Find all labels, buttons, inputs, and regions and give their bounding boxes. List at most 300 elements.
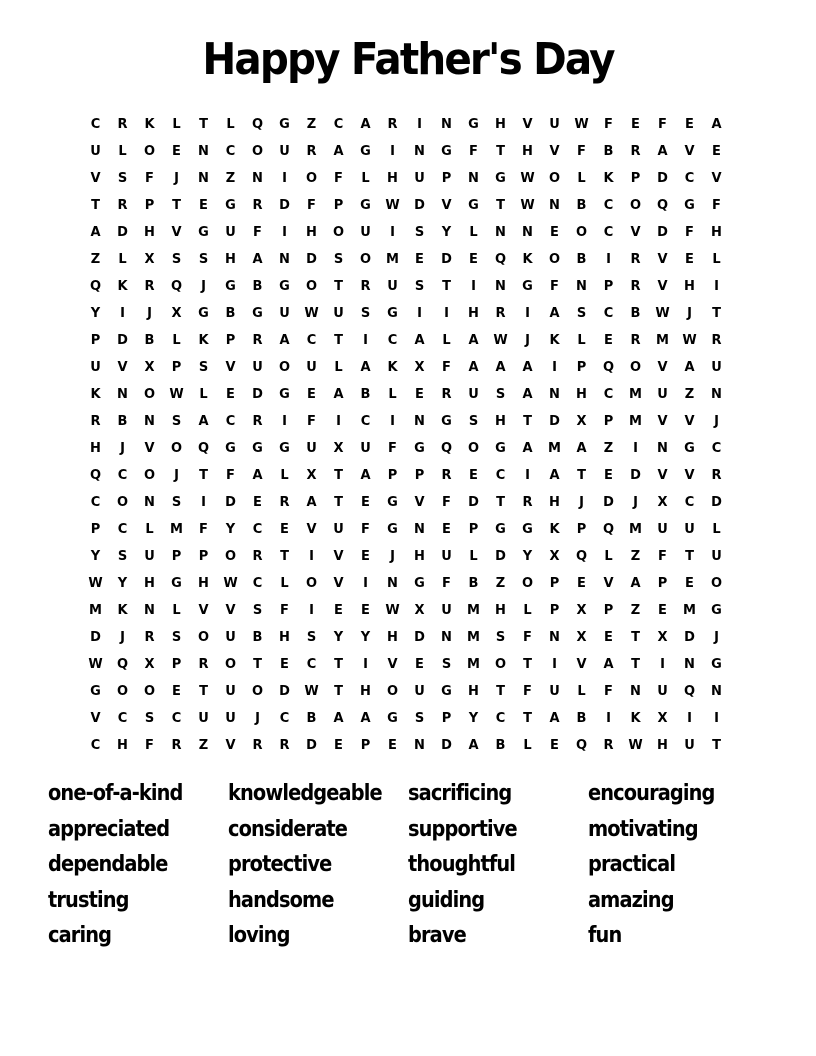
- grid-letter: R: [144, 630, 155, 645]
- grid-letter: H: [279, 630, 290, 645]
- grid-letter: C: [495, 468, 506, 483]
- grid-letter: L: [118, 252, 127, 267]
- grid-letter: C: [603, 306, 614, 321]
- grid-letter: U: [441, 549, 452, 564]
- grid-letter: M: [629, 414, 642, 429]
- grid-letter: X: [414, 603, 425, 618]
- grid-letter: R: [387, 117, 398, 132]
- grid-letter: T: [631, 630, 640, 645]
- grid-letter: G: [279, 387, 290, 402]
- grid-letter: X: [576, 630, 587, 645]
- grid-letter: B: [630, 306, 641, 321]
- grid-letter: M: [89, 603, 102, 618]
- grid-letter: S: [171, 495, 182, 510]
- grid-letter: W: [385, 198, 400, 213]
- grid-letter: A: [549, 306, 560, 321]
- grid-letter: P: [441, 171, 452, 186]
- grid-letter: I: [282, 414, 287, 429]
- grid-letter: C: [360, 414, 371, 429]
- grid-letter: N: [522, 225, 533, 240]
- grid-letter: T: [334, 468, 343, 483]
- grid-letter: O: [494, 657, 507, 672]
- grid-letter: B: [360, 387, 371, 402]
- grid-letter: E: [712, 144, 721, 159]
- grid-letter: P: [441, 711, 452, 726]
- grid-letter: Y: [522, 549, 533, 564]
- grid-letter: K: [630, 711, 641, 726]
- grid-letter: Z: [90, 252, 101, 267]
- grid-letter: W: [628, 738, 643, 753]
- grid-letter: E: [280, 657, 289, 672]
- grid-letter: L: [172, 117, 181, 132]
- grid-letter: A: [252, 252, 263, 267]
- grid-letter: E: [334, 603, 343, 618]
- grid-letter: C: [387, 333, 398, 348]
- grid-letter: E: [307, 387, 316, 402]
- word-list-item: amazing: [588, 887, 674, 913]
- grid-letter: R: [630, 252, 641, 267]
- grid-letter: N: [441, 630, 452, 645]
- grid-letter: N: [549, 198, 560, 213]
- grid-letter: C: [90, 738, 101, 753]
- grid-letter: I: [390, 225, 395, 240]
- grid-letter: G: [387, 306, 398, 321]
- grid-letter: A: [576, 441, 587, 456]
- grid-letter: U: [144, 549, 155, 564]
- grid-letter: T: [523, 414, 532, 429]
- grid-letter: P: [603, 414, 614, 429]
- grid-letter: J: [714, 414, 719, 429]
- grid-letter: Z: [495, 576, 506, 591]
- grid-letter: I: [390, 144, 395, 159]
- grid-letter: V: [603, 576, 614, 591]
- grid-letter: F: [604, 117, 613, 132]
- grid-letter: D: [630, 468, 641, 483]
- grid-letter: N: [414, 522, 425, 537]
- grid-letter: H: [684, 279, 695, 294]
- grid-letter: D: [414, 630, 425, 645]
- grid-letter: G: [468, 198, 479, 213]
- grid-letter: W: [304, 684, 319, 699]
- grid-letter: D: [657, 225, 668, 240]
- grid-letter: X: [549, 549, 560, 564]
- grid-letter: H: [306, 225, 317, 240]
- grid-letter: L: [145, 522, 154, 537]
- grid-letter: S: [144, 711, 155, 726]
- grid-letter: E: [172, 684, 181, 699]
- grid-letter: I: [525, 468, 530, 483]
- grid-letter: C: [603, 387, 614, 402]
- word-list-item: appreciated: [48, 816, 170, 842]
- grid-letter: Y: [225, 522, 236, 537]
- grid-letter: R: [117, 198, 128, 213]
- grid-letter: C: [684, 171, 695, 186]
- grid-letter: E: [172, 144, 181, 159]
- grid-letter: B: [225, 306, 236, 321]
- grid-letter: D: [90, 630, 101, 645]
- grid-letter: E: [415, 387, 424, 402]
- grid-letter: S: [198, 252, 209, 267]
- grid-letter: T: [496, 198, 505, 213]
- grid-letter: H: [144, 576, 155, 591]
- grid-letter: B: [468, 576, 479, 591]
- grid-letter: G: [522, 522, 533, 537]
- grid-letter: E: [361, 495, 370, 510]
- grid-letter: O: [251, 684, 264, 699]
- grid-letter: R: [603, 738, 614, 753]
- grid-letter: H: [387, 630, 398, 645]
- grid-letter: D: [684, 630, 695, 645]
- grid-letter: G: [360, 198, 371, 213]
- grid-letter: J: [174, 468, 179, 483]
- grid-letter: U: [198, 711, 209, 726]
- grid-letter: F: [577, 144, 586, 159]
- grid-letter: I: [417, 117, 422, 132]
- grid-letter: E: [658, 603, 667, 618]
- grid-letter: U: [360, 441, 371, 456]
- grid-letter: H: [198, 576, 209, 591]
- grid-letter: A: [252, 468, 263, 483]
- grid-letter: Q: [575, 549, 588, 564]
- grid-letter: O: [305, 171, 318, 186]
- grid-letter: L: [523, 738, 532, 753]
- grid-letter: J: [147, 306, 152, 321]
- word-list-item: supportive: [408, 816, 517, 842]
- grid-letter: T: [334, 657, 343, 672]
- grid-letter: T: [172, 198, 181, 213]
- grid-letter: R: [252, 549, 263, 564]
- grid-letter: I: [714, 279, 719, 294]
- grid-letter: D: [306, 738, 317, 753]
- grid-letter: Z: [684, 387, 695, 402]
- grid-letter: R: [252, 738, 263, 753]
- grid-letter: V: [684, 144, 695, 159]
- grid-letter: C: [225, 144, 236, 159]
- grid-letter: Q: [494, 252, 507, 267]
- grid-letter: R: [252, 198, 263, 213]
- grid-letter: N: [495, 225, 506, 240]
- grid-letter: D: [279, 684, 290, 699]
- grid-letter: P: [171, 549, 182, 564]
- grid-letter: E: [226, 387, 235, 402]
- grid-letter: L: [712, 522, 721, 537]
- grid-letter: R: [711, 468, 722, 483]
- grid-letter: Y: [441, 225, 452, 240]
- grid-letter: W: [223, 576, 238, 591]
- grid-letter: X: [144, 657, 155, 672]
- grid-letter: X: [576, 414, 587, 429]
- grid-letter: U: [90, 144, 101, 159]
- grid-letter: V: [387, 657, 398, 672]
- grid-letter: P: [387, 468, 398, 483]
- grid-letter: V: [225, 738, 236, 753]
- grid-letter: O: [548, 252, 561, 267]
- grid-letter: V: [711, 171, 722, 186]
- grid-letter: T: [334, 684, 343, 699]
- grid-letter: G: [225, 279, 236, 294]
- word-list-item: one-of-a-kind: [48, 781, 183, 806]
- grid-letter: A: [360, 468, 371, 483]
- grid-letter: Y: [117, 576, 128, 591]
- grid-letter: G: [441, 144, 452, 159]
- grid-letter: T: [280, 549, 289, 564]
- grid-letter: X: [657, 630, 668, 645]
- grid-letter: I: [417, 306, 422, 321]
- grid-letter: G: [711, 603, 722, 618]
- grid-letter: S: [252, 603, 263, 618]
- grid-letter: L: [118, 144, 127, 159]
- word-list-item: protective: [228, 852, 332, 877]
- grid-letter: Q: [251, 117, 264, 132]
- grid-letter: L: [469, 549, 478, 564]
- grid-letter: C: [279, 711, 290, 726]
- grid-letter: U: [333, 306, 344, 321]
- grid-letter: N: [144, 414, 155, 429]
- grid-letter: U: [468, 387, 479, 402]
- grid-letter: R: [630, 333, 641, 348]
- grid-letter: D: [225, 495, 236, 510]
- grid-letter: O: [305, 576, 318, 591]
- grid-letter: L: [280, 576, 289, 591]
- grid-letter: B: [576, 198, 587, 213]
- grid-letter: I: [309, 549, 314, 564]
- grid-letter: N: [657, 441, 668, 456]
- grid-letter: V: [414, 495, 425, 510]
- grid-letter: J: [120, 630, 125, 645]
- grid-letter: G: [522, 279, 533, 294]
- grid-letter: V: [657, 252, 668, 267]
- grid-letter: V: [306, 522, 317, 537]
- grid-letter: L: [442, 333, 451, 348]
- grid-letter: N: [576, 279, 587, 294]
- grid-letter: Q: [602, 522, 615, 537]
- grid-letter: J: [120, 441, 125, 456]
- grid-letter: T: [334, 279, 343, 294]
- grid-letter: K: [117, 279, 128, 294]
- grid-letter: F: [361, 522, 370, 537]
- grid-letter: W: [682, 333, 697, 348]
- grid-letter: F: [145, 738, 154, 753]
- grid-letter: C: [252, 576, 263, 591]
- word-list-item: dependable: [48, 852, 168, 877]
- grid-letter: O: [332, 225, 345, 240]
- grid-letter: F: [658, 549, 667, 564]
- grid-letter: A: [603, 657, 614, 672]
- grid-letter: R: [279, 495, 290, 510]
- grid-letter: F: [685, 225, 694, 240]
- grid-letter: O: [224, 549, 237, 564]
- grid-letter: K: [144, 117, 155, 132]
- grid-letter: U: [279, 144, 290, 159]
- grid-letter: Y: [468, 711, 479, 726]
- grid-letter: U: [711, 360, 722, 375]
- grid-letter: F: [145, 171, 154, 186]
- grid-letter: U: [441, 603, 452, 618]
- grid-letter: C: [684, 495, 695, 510]
- grid-letter: O: [143, 684, 156, 699]
- grid-letter: Z: [630, 603, 641, 618]
- grid-letter: L: [523, 603, 532, 618]
- grid-letter: A: [279, 333, 290, 348]
- grid-letter: H: [414, 549, 425, 564]
- grid-letter: T: [496, 495, 505, 510]
- grid-letter: D: [495, 549, 506, 564]
- grid-letter: W: [655, 306, 670, 321]
- grid-letter: D: [414, 198, 425, 213]
- grid-letter: F: [712, 198, 721, 213]
- grid-letter: X: [576, 603, 587, 618]
- grid-letter: D: [117, 225, 128, 240]
- grid-letter: A: [549, 711, 560, 726]
- grid-letter: N: [198, 144, 209, 159]
- grid-letter: F: [469, 144, 478, 159]
- grid-letter: K: [117, 603, 128, 618]
- grid-letter: I: [552, 360, 557, 375]
- grid-letter: O: [629, 198, 642, 213]
- grid-letter: U: [279, 306, 290, 321]
- word-list-item: motivating: [588, 816, 698, 842]
- grid-letter: I: [606, 711, 611, 726]
- grid-letter: C: [711, 441, 722, 456]
- grid-letter: V: [657, 414, 668, 429]
- grid-letter: P: [171, 360, 182, 375]
- grid-letter: O: [548, 171, 561, 186]
- grid-letter: A: [468, 738, 479, 753]
- grid-letter: I: [606, 252, 611, 267]
- word-list-item: encouraging: [588, 781, 715, 806]
- grid-letter: A: [522, 360, 533, 375]
- grid-letter: G: [279, 117, 290, 132]
- grid-letter: X: [144, 252, 155, 267]
- grid-letter: S: [198, 360, 209, 375]
- grid-letter: A: [198, 414, 209, 429]
- grid-letter: W: [574, 117, 589, 132]
- grid-letter: S: [171, 414, 182, 429]
- grid-letter: D: [117, 333, 128, 348]
- grid-letter: S: [171, 252, 182, 267]
- grid-letter: P: [225, 333, 236, 348]
- grid-letter: G: [684, 441, 695, 456]
- grid-letter: W: [88, 657, 103, 672]
- grid-letter: J: [714, 630, 719, 645]
- grid-letter: C: [171, 711, 182, 726]
- grid-letter: G: [495, 522, 506, 537]
- grid-letter: J: [687, 306, 692, 321]
- page-title: Happy Father's Day: [202, 34, 614, 85]
- grid-letter: N: [117, 387, 128, 402]
- grid-letter: U: [225, 630, 236, 645]
- grid-letter: V: [657, 279, 668, 294]
- grid-letter: O: [170, 441, 183, 456]
- grid-letter: A: [90, 225, 101, 240]
- grid-letter: G: [387, 495, 398, 510]
- grid-letter: M: [629, 522, 642, 537]
- grid-letter: I: [309, 603, 314, 618]
- grid-letter: L: [199, 387, 208, 402]
- grid-letter: P: [90, 333, 101, 348]
- grid-letter: C: [117, 522, 128, 537]
- grid-letter: F: [523, 684, 532, 699]
- grid-letter: Q: [440, 441, 453, 456]
- grid-letter: H: [90, 441, 101, 456]
- grid-letter: S: [468, 414, 479, 429]
- grid-letter: N: [414, 738, 425, 753]
- grid-letter: S: [333, 252, 344, 267]
- grid-letter: N: [549, 387, 560, 402]
- grid-letter: I: [633, 441, 638, 456]
- grid-letter: T: [199, 468, 208, 483]
- grid-letter: P: [144, 198, 155, 213]
- grid-letter: X: [144, 360, 155, 375]
- grid-letter: T: [442, 279, 451, 294]
- grid-letter: K: [198, 333, 209, 348]
- grid-letter: J: [579, 495, 584, 510]
- grid-letter: V: [441, 198, 452, 213]
- grid-letter: F: [523, 630, 532, 645]
- grid-letter: J: [525, 333, 530, 348]
- grid-letter: I: [363, 576, 368, 591]
- grid-letter: G: [711, 657, 722, 672]
- grid-letter: M: [386, 252, 399, 267]
- grid-letter: H: [495, 117, 506, 132]
- grid-letter: W: [169, 387, 184, 402]
- grid-letter: A: [630, 576, 641, 591]
- grid-letter: U: [414, 171, 425, 186]
- grid-letter: U: [684, 522, 695, 537]
- grid-letter: H: [144, 225, 155, 240]
- grid-letter: T: [334, 333, 343, 348]
- grid-letter: G: [495, 441, 506, 456]
- grid-letter: L: [280, 468, 289, 483]
- grid-letter: C: [117, 711, 128, 726]
- grid-letter: N: [252, 171, 263, 186]
- grid-letter: H: [360, 684, 371, 699]
- grid-letter: N: [711, 684, 722, 699]
- grid-letter: L: [388, 387, 397, 402]
- grid-letter: H: [495, 414, 506, 429]
- grid-letter: E: [334, 738, 343, 753]
- grid-letter: I: [390, 414, 395, 429]
- grid-letter: S: [360, 306, 371, 321]
- grid-letter: P: [603, 603, 614, 618]
- grid-letter: O: [467, 441, 480, 456]
- grid-letter: V: [171, 225, 182, 240]
- word-list-item: caring: [48, 923, 112, 948]
- grid-letter: I: [444, 306, 449, 321]
- grid-letter: V: [225, 603, 236, 618]
- grid-letter: U: [387, 279, 398, 294]
- grid-letter: K: [549, 522, 560, 537]
- grid-letter: F: [388, 441, 397, 456]
- grid-letter: G: [252, 306, 263, 321]
- grid-letter: W: [385, 603, 400, 618]
- grid-letter: F: [199, 522, 208, 537]
- grid-letter: T: [334, 495, 343, 510]
- grid-letter: T: [712, 306, 721, 321]
- grid-letter: O: [143, 144, 156, 159]
- grid-letter: A: [468, 333, 479, 348]
- grid-letter: S: [171, 630, 182, 645]
- grid-letter: R: [630, 279, 641, 294]
- grid-letter: N: [441, 117, 452, 132]
- grid-letter: B: [117, 414, 128, 429]
- grid-letter: N: [711, 387, 722, 402]
- grid-letter: V: [333, 549, 344, 564]
- grid-letter: A: [306, 495, 317, 510]
- grid-letter: P: [603, 279, 614, 294]
- grid-letter: E: [415, 252, 424, 267]
- grid-letter: F: [442, 360, 451, 375]
